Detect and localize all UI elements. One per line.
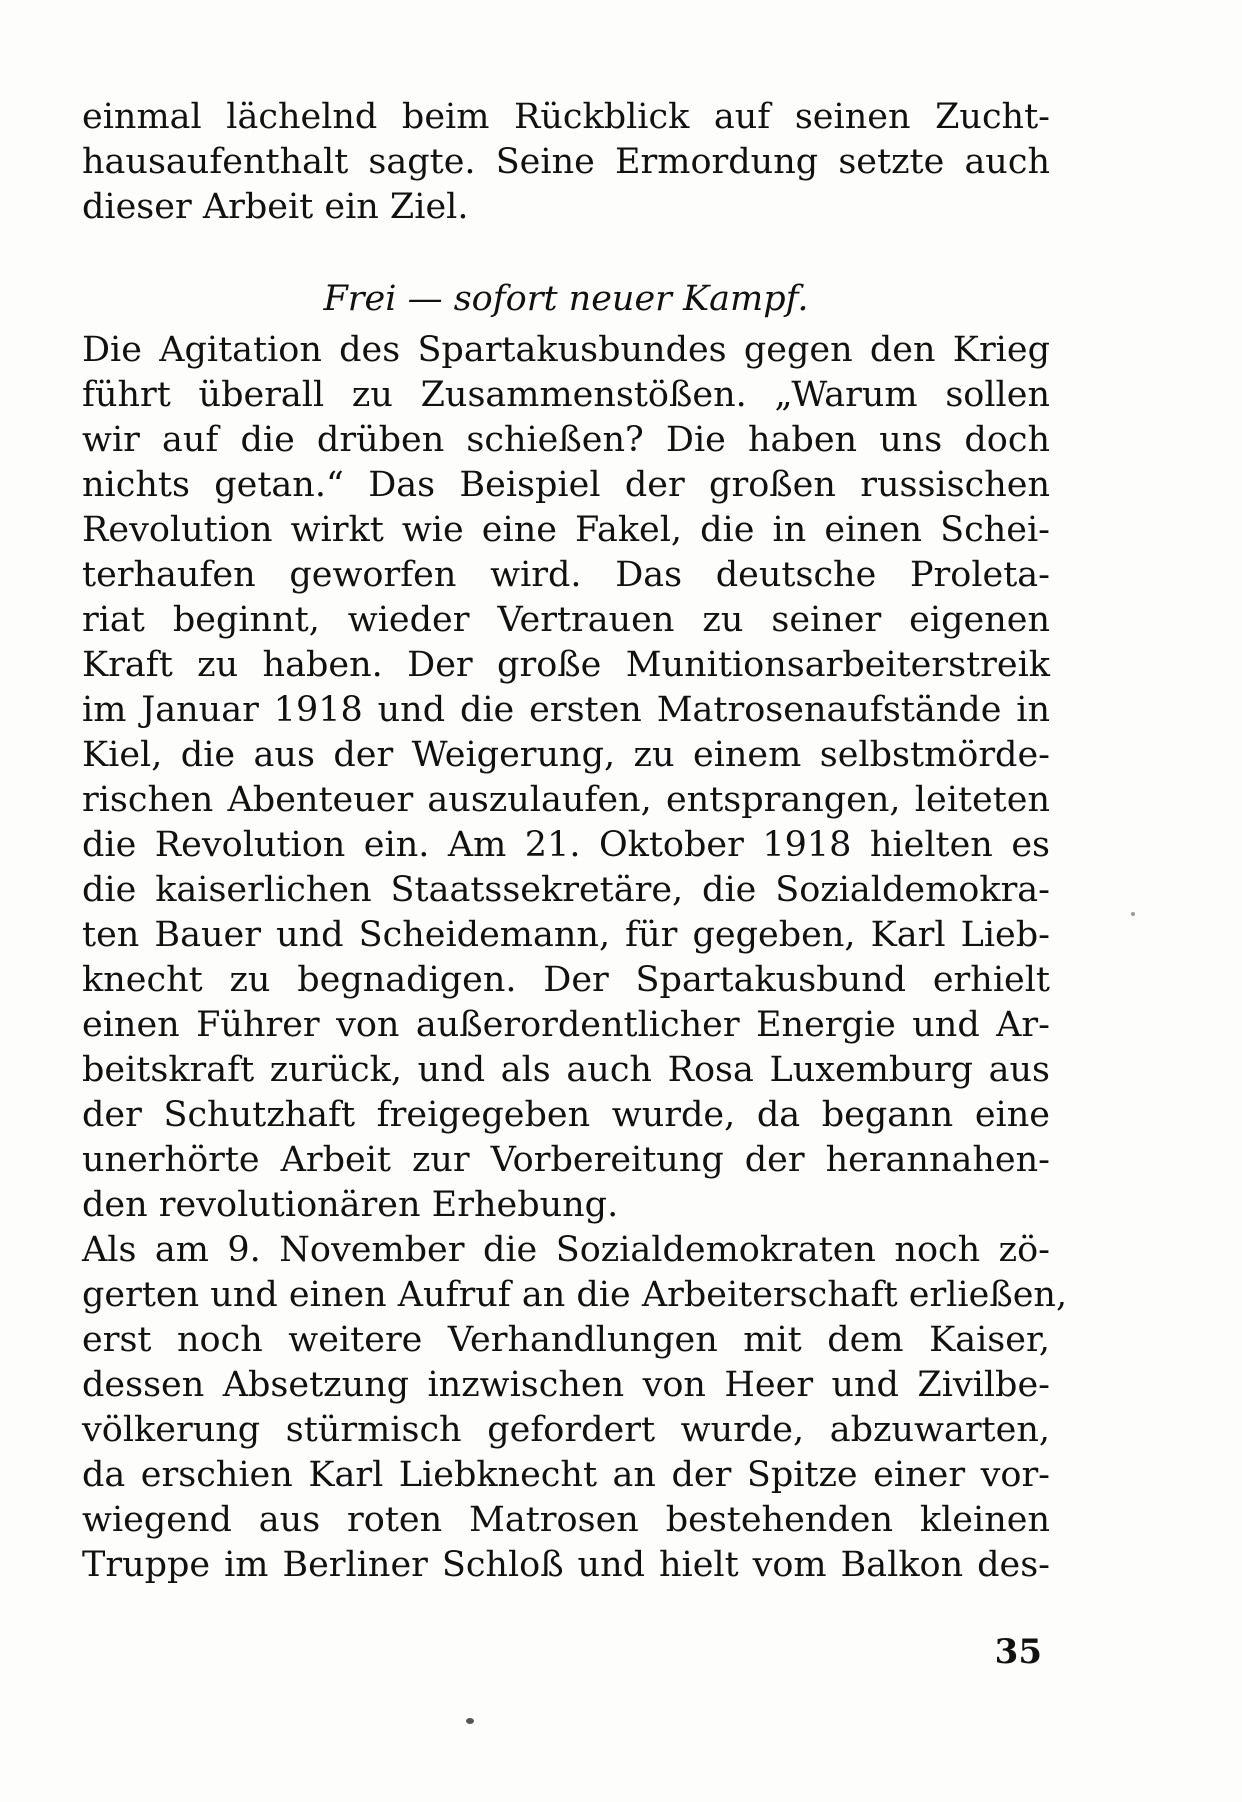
text-line: führt überall zu Zusammenstößen. „Warum sollen	[82, 375, 1050, 415]
text-line: die Revolution ein. Am 21. Oktober 1918 hielten es	[82, 825, 1050, 865]
paragraph-bottom	[82, 1228, 1068, 1588]
text-line: Kiel, die aus der Weigerung, zu einem selbstmörde-	[82, 735, 1050, 775]
text-line: gerten und einen Aufruf an die Arbeiterschaft erließen,	[82, 1275, 1068, 1315]
text-line: den revolutionären Erhebung.	[82, 1185, 619, 1225]
text-line: da erschien Karl Liebknecht an der Spitze einer vor-	[82, 1455, 1050, 1495]
print-speck	[1131, 912, 1135, 916]
text-line: dieser Arbeit ein Ziel.	[82, 187, 469, 227]
text-line: terhaufen geworfen wird. Das deutsche Proleta-	[82, 555, 1050, 595]
text-line: beitskraft zurück, und als auch Rosa Luxemburg aus	[82, 1050, 1050, 1090]
text-line: wir auf die drüben schießen? Die haben uns doch	[82, 420, 1050, 460]
text-line: Als am 9. November die Sozialdemokraten noch zö-	[82, 1230, 1050, 1270]
text-line: Kraft zu haben. Der große Munitionsarbeiterstreik	[82, 645, 1050, 685]
text-line: die kaiserlichen Staatssekretäre, die Sozialdemokra-	[82, 870, 1050, 910]
text-line: völkerung stürmisch gefordert wurde, abzuwarten,	[82, 1410, 1050, 1450]
text-line: einen Führer von außerordentlicher Energie und Ar-	[82, 1005, 1050, 1045]
text-line: nichts getan.“ Das Beispiel der großen russischen	[82, 465, 1050, 505]
print-speck	[466, 1718, 474, 1724]
text-line: Truppe im Berliner Schloß und hielt vom Balkon des-	[82, 1545, 1050, 1585]
page-number: 35	[994, 1632, 1042, 1672]
text-line: Revolution wirkt wie eine Fakel, die in einen Schei-	[82, 510, 1050, 550]
text-line: unerhörte Arbeit zur Vorbereitung der herannahen-	[82, 1140, 1050, 1180]
text-line: der Schutzhaft freigegeben wurde, da begann eine	[82, 1095, 1050, 1135]
text-line: dessen Absetzung inzwischen von Heer und Zivilbe-	[82, 1365, 1050, 1405]
text-line: riat beginnt, wieder Vertrauen zu seiner eigenen	[82, 600, 1050, 640]
text-line: hausaufenthalt sagte. Seine Ermordung setzte auch	[82, 142, 1050, 182]
section-heading: Frei — sofort neuer Kampf.	[323, 279, 809, 319]
text-line: erst noch weitere Verhandlungen mit dem Kaiser,	[82, 1320, 1050, 1360]
text-line: rischen Abenteuer auszulaufen, entsprangen, leiteten	[82, 780, 1050, 820]
text-line: im Januar 1918 und die ersten Matrosenaufstände in	[82, 690, 1050, 730]
text-line: einmal lächelnd beim Rückblick auf seinen Zucht-	[82, 97, 1050, 137]
text-line: ten Bauer und Scheidemann, für gegeben, Karl Lieb-	[82, 915, 1050, 955]
text-line: knecht zu begnadigen. Der Spartakusbund erhielt	[82, 960, 1050, 1000]
paragraph-top	[82, 95, 1050, 230]
text-line: Die Agitation des Spartakusbundes gegen den Krieg	[82, 330, 1050, 370]
paragraph-middle	[82, 328, 1050, 1228]
text-line: wiegend aus roten Matrosen bestehenden kleinen	[82, 1500, 1050, 1540]
